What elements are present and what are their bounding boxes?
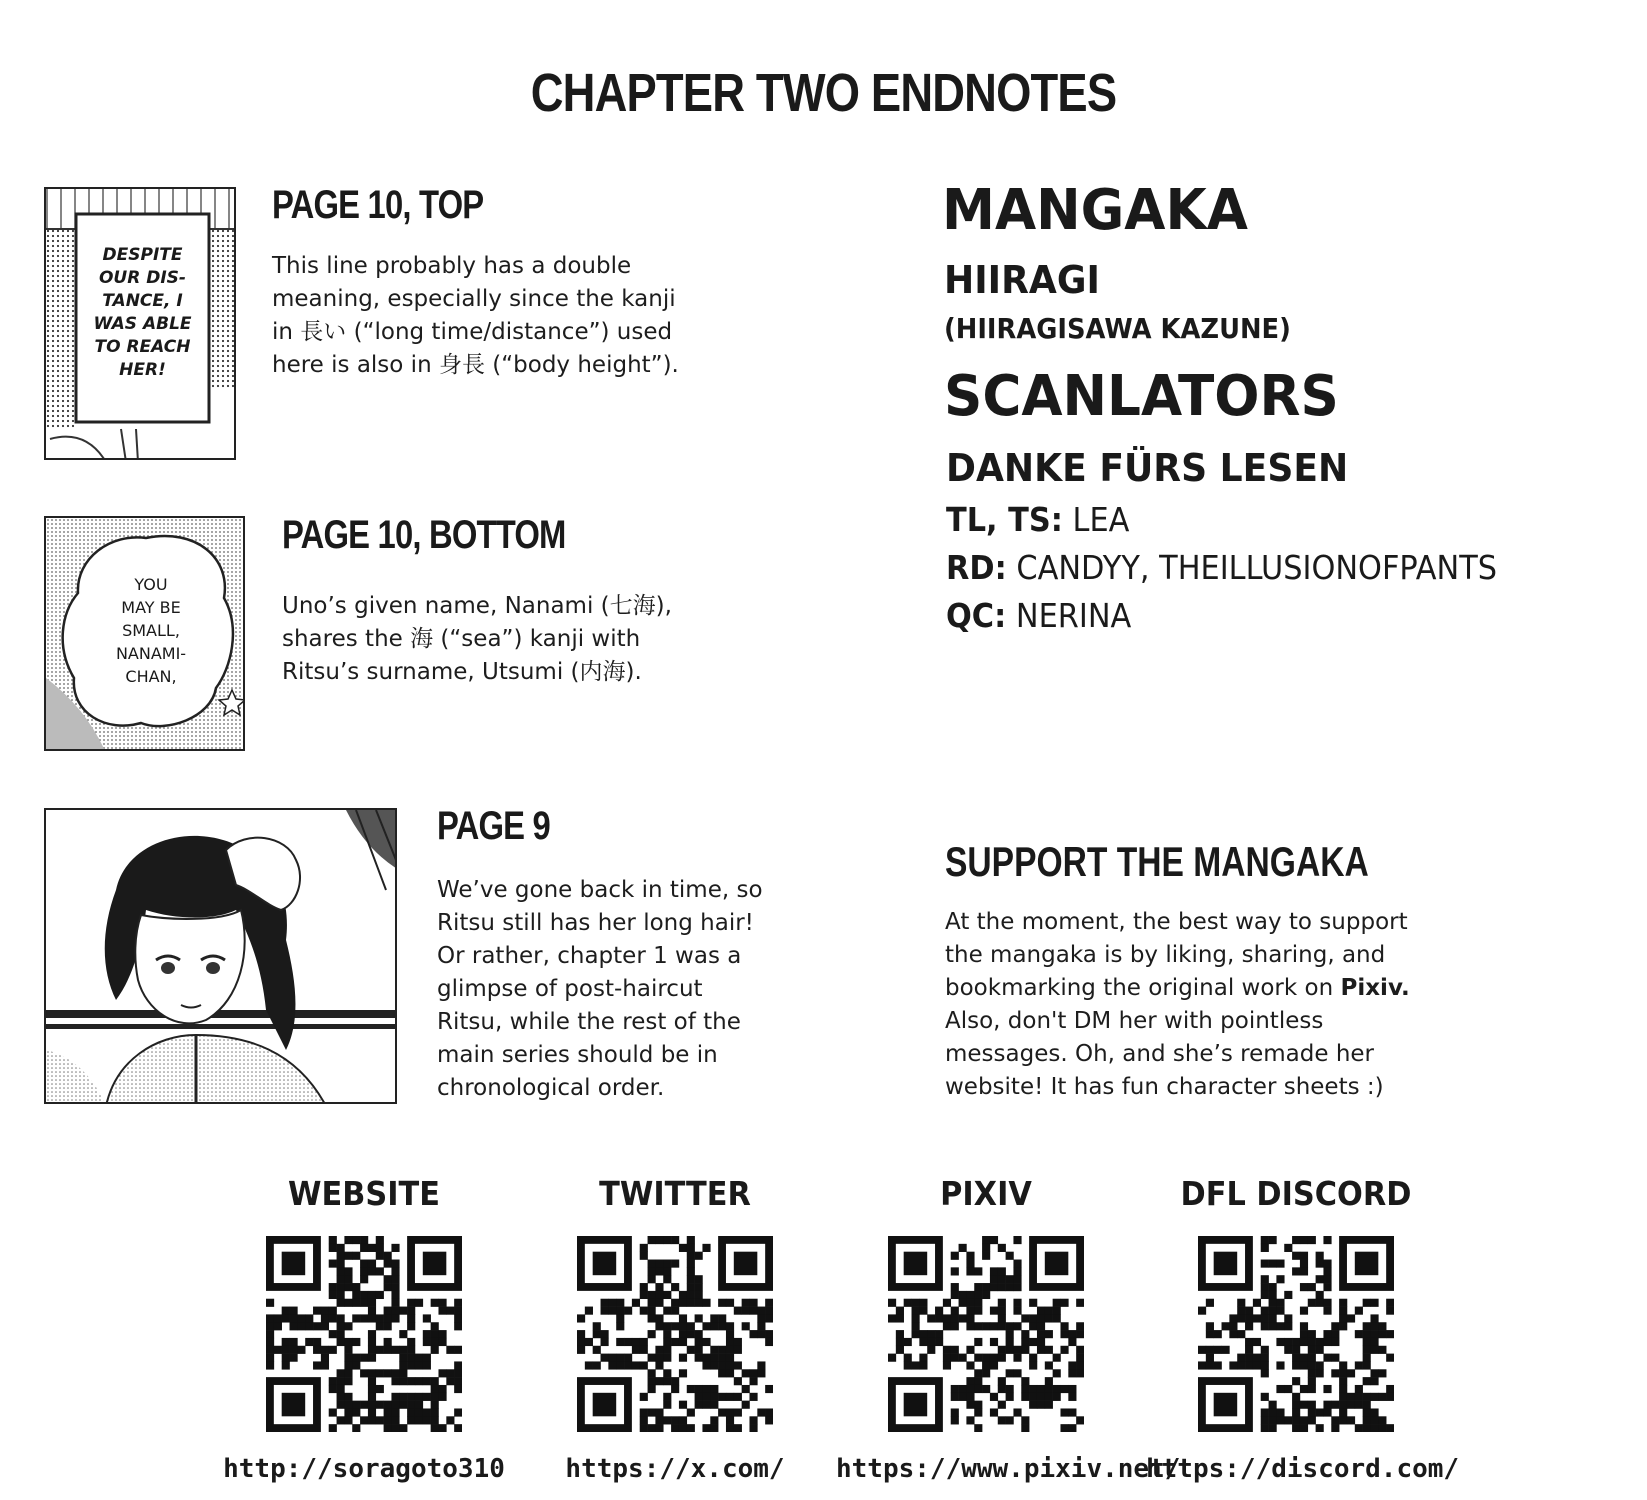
note-heading: PAGE 10, TOP	[272, 183, 484, 227]
twitter-url[interactable]: https://x.com/	[565, 1454, 785, 1484]
pixiv-qr-code[interactable]	[888, 1236, 1084, 1432]
support-body: At the moment, the best way to support the mangaka is by liking, sharing, and bookmarking the original work on Pixiv. Also, don't DM her with pointless messages. Oh, and she’s remade her website! It has fun character sheets :)	[945, 909, 1410, 1100]
page-title: CHAPTER TWO ENDNOTES	[530, 63, 1117, 123]
manga-panel-page10-top	[44, 187, 236, 460]
mangaka-heading: MANGAKA	[942, 178, 1248, 243]
manga-panel-page10-bottom	[44, 516, 245, 751]
discord-qr-label: DFL DISCORD	[1180, 1174, 1412, 1213]
panel-caption: DESPITE OUR DIS- TANCE, I WAS ABLE TO REACH HER!	[93, 245, 192, 380]
note-heading: PAGE 9	[437, 804, 550, 848]
note-heading: PAGE 10, BOTTOM	[282, 513, 566, 557]
twitter-qr-code[interactable]	[577, 1236, 773, 1432]
pixiv-url[interactable]: https://www.pixiv.net/	[836, 1454, 1181, 1484]
support-heading: SUPPORT THE MANGAKA	[945, 838, 1369, 885]
panel-speech-bubble: YOU MAY BE SMALL, NANAMI- CHAN,	[115, 575, 187, 686]
note-body: Uno’s given name, Nanami (七海), shares the 海 (“sea”) kanji with Ritsu’s surname, Utsumi (内海).	[282, 593, 672, 685]
credit-role-line: QC: NERINA	[946, 596, 1132, 635]
website-qr-label: WEBSITE	[287, 1174, 440, 1213]
discord-qr-code[interactable]	[1198, 1236, 1394, 1432]
website-qr-code[interactable]	[266, 1236, 462, 1432]
pixiv-link[interactable]: Pixiv.	[1340, 975, 1410, 1001]
manga-panel-page9	[44, 808, 397, 1104]
scanlation-group: DANKE FÜRS LESEN	[946, 446, 1349, 490]
note-body: We’ve gone back in time, so Ritsu still has her long hair! Or rather, chapter 1 was a glimpse of post-haircut Ritsu, while the rest of the main series should be in chronological order.	[437, 877, 763, 1101]
mangaka-fullname: (HIIRAGISAWA KAZUNE)	[944, 312, 1291, 345]
mangaka-name: HIIRAGI	[944, 258, 1100, 302]
twitter-qr-label: TWITTER	[599, 1174, 751, 1213]
website-url[interactable]: http://soragoto310	[223, 1454, 505, 1484]
pixiv-qr-label: PIXIV	[940, 1174, 1032, 1213]
discord-url[interactable]: https://discord.com/	[1146, 1454, 1460, 1484]
credit-role-line: RD: CANDYY, THEILLUSIONOFPANTS	[946, 548, 1498, 587]
scanlators-heading: SCANLATORS	[944, 364, 1339, 429]
note-body: This line probably has a double meaning, especially since the kanji in 長い (“long time/distance”) used here is also in 身長 (“body height”).	[272, 253, 679, 378]
credit-role-line: TL, TS: LEA	[946, 500, 1130, 539]
